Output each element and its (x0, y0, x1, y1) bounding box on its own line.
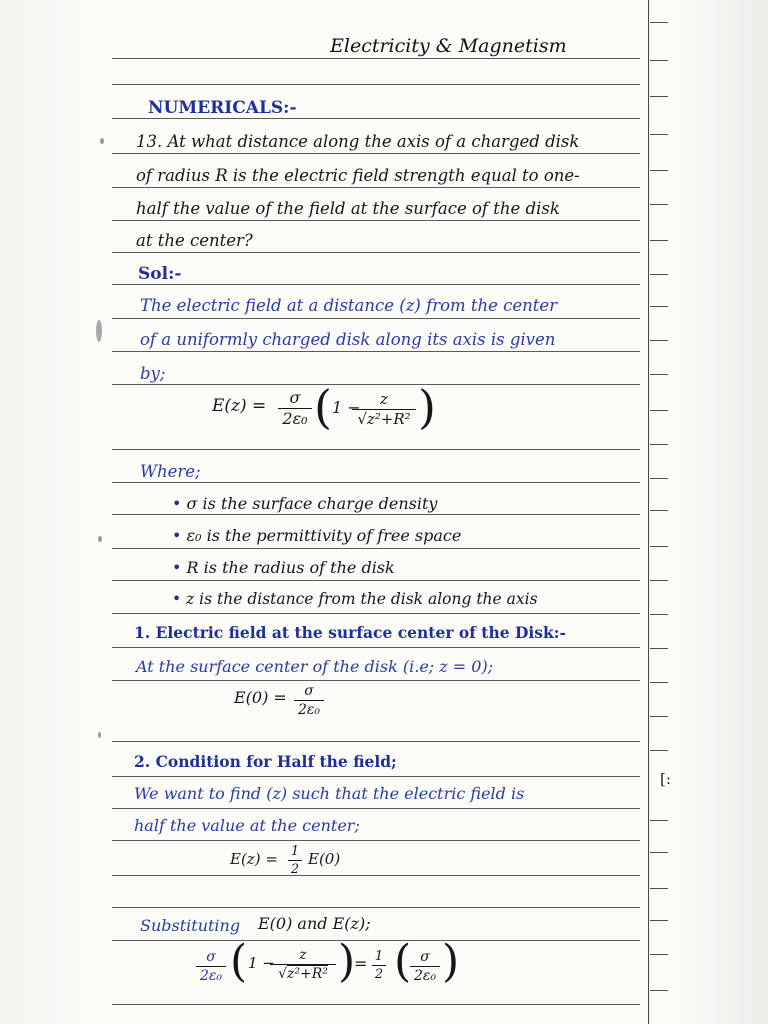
step2-title: 2. Condition for Half the field; (134, 752, 397, 771)
two-epsilon: 2ε₀ (297, 702, 321, 718)
step2-line: We want to find (z) such that the electric field is (134, 784, 525, 803)
margin-dot (98, 536, 102, 542)
sqrt-icon: √ (278, 966, 288, 982)
ruled-line (112, 84, 640, 85)
step2-eq-lhs: E(z) = (230, 850, 278, 868)
ruled-line (112, 118, 640, 119)
equals-sign: = (354, 954, 368, 973)
one-half-sub: 1 2 (372, 950, 386, 981)
fraction-bar (288, 860, 302, 861)
root-expression: √z²+R² (357, 410, 411, 428)
two-epsilon: 2ε₀ (282, 409, 308, 428)
where-label: Where; (140, 462, 201, 481)
sigma: σ (289, 388, 301, 407)
ruled-line (112, 284, 640, 285)
close-paren: ) (442, 936, 460, 987)
edge-tick (650, 852, 668, 853)
sigma: σ (206, 949, 216, 965)
margin-dot (96, 320, 102, 342)
ruled-line (112, 907, 640, 908)
question-line: of radius R is the electric field strength equal to one- (136, 166, 580, 185)
step2-eq-rhs: E(0) (308, 850, 341, 868)
edge-tick (650, 60, 668, 61)
ruled-line (112, 318, 640, 319)
edge-tick (650, 444, 668, 445)
ruled-line (112, 153, 640, 154)
step1-lhs: E(0) = (234, 688, 287, 707)
edge-tick (650, 478, 668, 479)
bullet-icon: • (172, 526, 182, 545)
step2-line: half the value at the center; (134, 816, 360, 835)
ruled-line (112, 548, 640, 549)
margin-dot (100, 138, 104, 144)
edge-tick (650, 170, 668, 171)
solution-line: The electric field at a distance (z) from the center (140, 296, 558, 315)
bullet-icon: • (172, 558, 182, 577)
edge-tick (650, 820, 668, 821)
where-item: • R is the radius of the disk (172, 558, 395, 577)
edge-tick (650, 134, 668, 135)
where-item: • ε₀ is the permittivity of free space (172, 526, 462, 545)
z-over-root (352, 392, 416, 427)
edge-tick (650, 96, 668, 97)
sigma-over-2eps (278, 390, 312, 427)
edge-tick (650, 306, 668, 307)
solution-line: by; (140, 364, 166, 383)
ruled-line (112, 384, 640, 385)
fraction-bar (294, 700, 324, 701)
bullet-icon: • (172, 494, 182, 513)
one-minus: 1 − (332, 398, 361, 417)
two-epsilon: 2ε₀ (413, 968, 437, 984)
page-title: Electricity & Magnetism (330, 35, 567, 57)
ruled-line (112, 449, 640, 450)
edge-tick (650, 580, 668, 581)
bullet-icon: • (172, 590, 182, 608)
ruled-line (112, 187, 640, 188)
edge-tick (650, 374, 668, 375)
close-paren: ) (338, 936, 356, 987)
ruled-line (112, 741, 640, 742)
solution-label: Sol:- (138, 264, 182, 284)
edge-tick (650, 750, 668, 751)
edge-tick (650, 648, 668, 649)
ruled-line (112, 351, 640, 352)
root-expression: √z²+R² (278, 966, 328, 982)
fraction-bar (410, 966, 440, 967)
where-item: • σ is the surface charge density (172, 494, 438, 513)
ruled-line (112, 808, 640, 809)
step1-fraction (294, 684, 324, 717)
ruled-line (112, 580, 640, 581)
one-minus: 1 − (248, 954, 275, 972)
ruled-line (112, 940, 640, 941)
edge-tick (650, 920, 668, 921)
question-line: 13. At what distance along the axis of a charged disk (136, 132, 580, 151)
edge-tick (650, 340, 668, 341)
ruled-line (112, 680, 640, 681)
z-over-root-sub (270, 948, 336, 981)
edge-tick (650, 240, 668, 241)
edge-tick (650, 22, 668, 23)
ruled-line (112, 776, 640, 777)
edge-tick (650, 888, 668, 889)
section-heading: NUMERICALS:- (148, 98, 297, 118)
one-half: 1 2 (288, 845, 302, 876)
ruled-line (112, 875, 640, 876)
where-item: • z is the distance from the disk along the axis (172, 590, 538, 608)
close-paren: ) (418, 380, 436, 434)
margin-dot (98, 732, 101, 738)
fraction-bar (196, 966, 226, 967)
edge-tick (650, 510, 668, 511)
edge-tick (650, 954, 668, 955)
ruled-line (112, 58, 640, 59)
edge-mark: [: (660, 770, 671, 788)
formula-lhs: E(z) = (212, 396, 267, 416)
ruled-line (112, 647, 640, 648)
edge-tick (650, 410, 668, 411)
edge-tick (650, 716, 668, 717)
ruled-line (112, 482, 640, 483)
sigma-over-2eps-sub-right (410, 950, 440, 983)
substitution-text: E(0) and E(z); (258, 914, 371, 933)
sigma: σ (420, 949, 430, 965)
edge-tick (650, 546, 668, 547)
open-paren: ( (394, 936, 412, 987)
ruled-line (112, 1004, 640, 1005)
open-paren: ( (314, 380, 332, 434)
question-line: half the value of the field at the surface of the disk (136, 199, 560, 218)
solution-line: of a uniformly charged disk along its axis is given (140, 330, 556, 349)
edge-tick (650, 990, 668, 991)
ruled-line (112, 840, 640, 841)
step1-text: At the surface center of the disk (i.e; z = 0); (136, 657, 494, 676)
sigma-over-2eps-sub (196, 950, 226, 983)
question-line: at the center? (136, 231, 253, 250)
ruled-line (112, 514, 640, 515)
page-edge (648, 0, 649, 1024)
sigma: σ (304, 683, 314, 699)
ruled-line (112, 252, 640, 253)
ruled-line (112, 613, 640, 614)
step1-title: 1. Electric field at the surface center of the Disk:- (134, 623, 566, 642)
ruled-line (112, 220, 640, 221)
z: z (299, 947, 307, 963)
z: z (380, 390, 388, 408)
edge-tick (650, 682, 668, 683)
substitution-label: Substituting (140, 916, 241, 935)
edge-tick (650, 204, 668, 205)
edge-tick (650, 274, 668, 275)
edge-tick (650, 614, 668, 615)
two-epsilon: 2ε₀ (199, 968, 223, 984)
fraction-bar (372, 965, 386, 966)
open-paren: ( (230, 936, 248, 987)
sqrt-icon: √ (357, 410, 367, 428)
